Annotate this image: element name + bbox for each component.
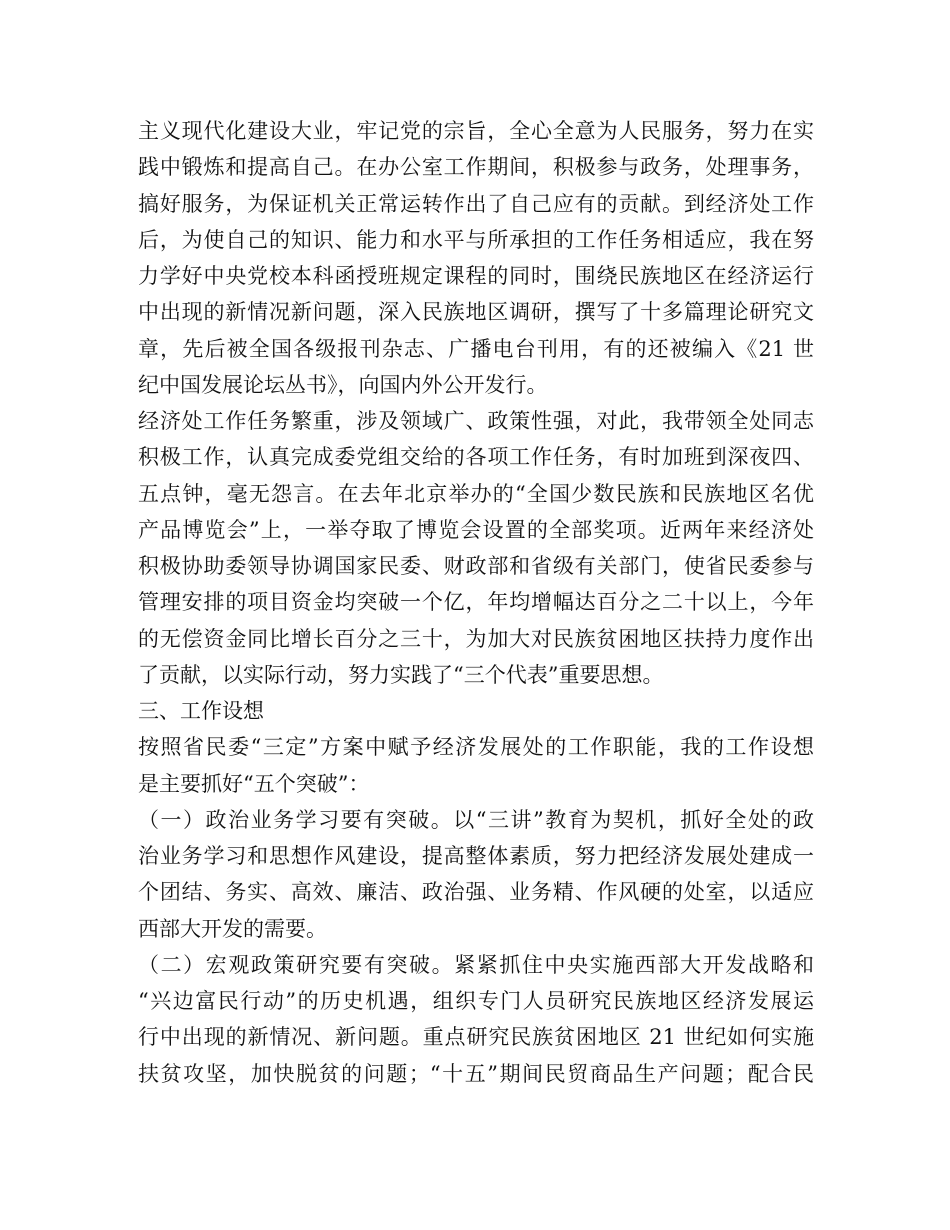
- text-line: 积极协助委领导协调国家民委、财政部和省级有关部门，使省民委参与: [138, 554, 814, 578]
- text-line: 五点钟，毫无怨言。在去年北京举办的“全国少数民族和民族地区名优: [138, 481, 814, 506]
- text-line: 按照省民委“三定”方案中赋予经济发展处的工作职能，我的工作设想: [138, 735, 814, 760]
- text-line: 扶贫攻坚，加快脱贫的问题；“十五”期间民贸商品生产问题；配合民: [138, 1061, 814, 1086]
- text-line: 搞好服务，为保证机关正常运转作出了自己应有的贡献。到经济处工作: [138, 191, 814, 216]
- text-line: 后，为使自己的知识、能力和水平与所承担的工作任务相适应，我在努: [138, 227, 814, 252]
- text-line: 中出现的新情况新问题，深入民族地区调研，撰写了十多篇理论研究文: [138, 300, 814, 325]
- text-line: 治业务学习和思想作风建设，提高整体素质，努力把经济发展处建成一: [138, 844, 814, 868]
- text-line: 了贡献，以实际行动，努力实践了“三个代表”重要思想。: [138, 662, 664, 687]
- text-line: （二）宏观政策研究要有突破。紧紧抓住中央实施西部大开发战略和: [138, 952, 814, 977]
- text-line: 力学好中央党校本科函授班规定课程的同时，围绕民族地区在经济运行: [138, 264, 814, 288]
- text-line: 主义现代化建设大业，牢记党的宗旨，全心全意为人民服务，努力在实: [138, 119, 814, 143]
- text-line: 行中出现的新情况、新问题。重点研究民族贫困地区 21 世纪如何实施: [138, 1025, 814, 1050]
- text-line: 西部大开发的需要。: [138, 916, 327, 941]
- text-line: 是主要抓好“五个突破”：: [138, 771, 370, 796]
- text-line: 纪中国发展论坛丛书》，向国内外公开发行。: [138, 372, 548, 397]
- text-line: “兴边富民行动”的历史机遇，组织专门人员研究民族地区经济发展运: [138, 989, 814, 1013]
- text-line: 经济处工作任务繁重，涉及领域广、政策性强，对此，我带领全处同志: [138, 409, 814, 433]
- text-line: （一）政治业务学习要有突破。以“三讲”教育为契机，抓好全处的政: [138, 807, 814, 832]
- text-line: 积极工作，认真完成委党组交给的各项工作任务，有时加班到深夜四、: [138, 445, 814, 470]
- text-line: 产品博览会”上，一举夺取了博览会设置的全部奖项。近两年来经济处: [138, 517, 814, 542]
- text-line: 践中锻炼和提高自己。在办公室工作期间，积极参与政务，处理事务，: [138, 155, 814, 180]
- text-line: 个团结、务实、高效、廉洁、政治强、业务精、作风硬的处室，以适应: [138, 880, 814, 905]
- text-line: 三、工作设想: [138, 699, 264, 723]
- text-line: 管理安排的项目资金均突破一个亿，年均增幅达百分之二十以上，今年: [138, 590, 814, 615]
- text-line: 的无偿资金同比增长百分之三十，为加大对民族贫困地区扶持力度作出: [138, 626, 814, 651]
- document-body: [138, 113, 814, 1092]
- text-line: 章，先后被全国各级报刊杂志、广播电台刊用，有的还被编入《21 世: [138, 336, 814, 361]
